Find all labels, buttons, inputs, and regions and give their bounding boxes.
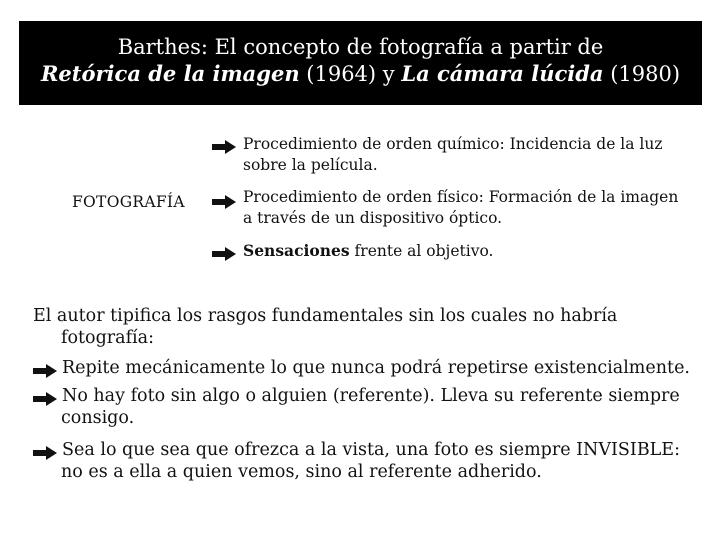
diagram-item-3 <box>243 240 493 262</box>
title-work-2: La cámara lúcida <box>401 61 604 86</box>
fotografia-label: FOTOGRAFÍA <box>72 193 185 211</box>
intro-line-2: fotografía: <box>61 328 154 348</box>
title-line-1: Barthes: El concepto de fotografía a partir de <box>117 35 604 59</box>
point-2-line-2: consigo. <box>61 408 135 428</box>
point-2-line-1: No hay foto sin algo o alguien (referente). Lleva su referente siempre <box>62 386 680 406</box>
point-1-line-1: Repite mecánicamente lo que nunca podrá repetirse existencialmente. <box>62 358 690 378</box>
title-line-2 <box>19 60 702 88</box>
diagram-item-3-rest: frente al objetivo. <box>349 242 494 260</box>
title-work-1: Retórica de la imagen <box>40 61 300 86</box>
point-3-line-1: Sea lo que sea que ofrezca a la vista, una foto es siempre INVISIBLE: <box>62 440 680 460</box>
title-year-2: (1980) <box>603 62 681 86</box>
right-arrow-icon <box>33 392 57 406</box>
point-3-line-2: no es a ella a quien vemos, sino al referente adherido. <box>61 462 542 482</box>
diagram-item-1 <box>243 134 663 176</box>
diagram-item-1-line-1: Procedimiento de orden químico: Incidencia de la luz <box>243 135 663 153</box>
right-arrow-icon <box>212 195 236 209</box>
title-year-1: (1964) y <box>299 62 402 86</box>
right-arrow-icon <box>212 140 236 154</box>
title-banner <box>19 21 702 105</box>
right-arrow-icon <box>33 364 57 378</box>
right-arrow-icon <box>33 446 57 460</box>
diagram-item-3-bold: Sensaciones <box>243 241 350 260</box>
diagram-item-2 <box>243 187 678 229</box>
diagram-item-2-line-1: Procedimiento de orden físico: Formación de la imagen <box>243 188 679 206</box>
right-arrow-icon <box>212 247 236 261</box>
diagram-item-2-line-2: a través de un dispositivo óptico. <box>243 209 503 227</box>
intro-line-1: El autor tipifica los rasgos fundamentales sin los cuales no habría <box>33 306 618 326</box>
diagram-item-1-line-2: sobre la película. <box>243 156 378 174</box>
